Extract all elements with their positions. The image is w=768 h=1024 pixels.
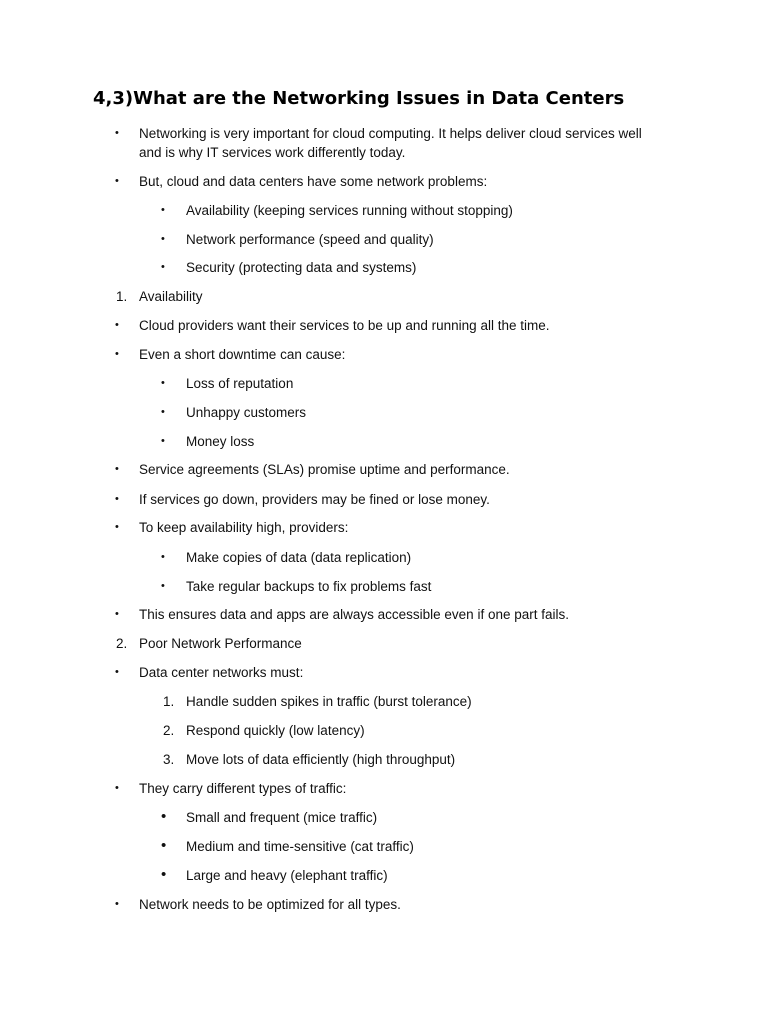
- bullet-marker: •: [115, 666, 119, 678]
- list-item-text: Medium and time-sensitive (cat traffic): [186, 839, 414, 854]
- list-item-text: This ensures data and apps are always accessible even if one part fails.: [139, 607, 569, 622]
- number-marker: 2.: [116, 636, 128, 651]
- bullet-marker: •: [115, 493, 119, 505]
- list-item-text: If services go down, providers may be fined or lose money.: [139, 492, 490, 507]
- number-marker: 3.: [163, 752, 175, 767]
- list-item-text: Even a short downtime can cause:: [139, 347, 346, 362]
- list-item-text: Large and heavy (elephant traffic): [186, 868, 388, 883]
- number-marker: 1.: [116, 289, 128, 304]
- list-item-text: To keep availability high, providers:: [139, 520, 349, 535]
- list-item-text: Network performance (speed and quality): [186, 232, 434, 247]
- list-item-text: They carry different types of traffic:: [139, 781, 347, 796]
- list-item-text: Availability (keeping services running without stopping): [186, 203, 513, 218]
- bullet-marker: •: [161, 808, 167, 825]
- list-item-text: Respond quickly (low latency): [186, 723, 365, 738]
- list-item-text: Availability: [139, 289, 203, 304]
- list-item-text: Small and frequent (mice traffic): [186, 810, 378, 825]
- list-item-text: Networking is very important for cloud computing. It helps deliver cloud services well: [139, 126, 642, 141]
- list-item-text: Move lots of data efficiently (high throughput): [186, 752, 456, 767]
- list-item-text: Loss of reputation: [186, 376, 294, 391]
- list-item-text: Network needs to be optimized for all types.: [139, 897, 401, 912]
- list-item-text: Data center networks must:: [139, 665, 304, 680]
- bullet-marker: •: [161, 551, 165, 563]
- list-item-text: Handle sudden spikes in traffic (burst tolerance): [186, 694, 472, 709]
- bullet-marker: •: [115, 319, 119, 331]
- bullet-marker: •: [115, 898, 119, 910]
- bullet-marker: •: [115, 463, 119, 475]
- list-item-text: But, cloud and data centers have some network problems:: [139, 174, 488, 189]
- bullet-marker: •: [115, 608, 119, 620]
- bullet-marker: •: [115, 175, 119, 187]
- list-item-text: Cloud providers want their services to be up and running all the time.: [139, 318, 550, 333]
- number-marker: 1.: [163, 694, 175, 709]
- bullet-marker: •: [161, 204, 165, 216]
- list-item-text: Take regular backups to fix problems fast: [186, 579, 432, 594]
- number-marker: 2.: [163, 723, 175, 738]
- bullet-marker: •: [161, 261, 165, 273]
- list-item-text: Poor Network Performance: [139, 636, 302, 651]
- bullet-marker: •: [161, 866, 167, 883]
- list-item-text: Security (protecting data and systems): [186, 260, 417, 275]
- list-item-text: Money loss: [186, 434, 255, 449]
- bullet-marker: •: [161, 837, 167, 854]
- list-item-text: Service agreements (SLAs) promise uptime and performance.: [139, 462, 510, 477]
- bullet-marker: •: [115, 521, 119, 533]
- section-heading: 4,3)What are the Networking Issues in Data Centers: [93, 88, 625, 109]
- list-item-continuation: and is why IT services work differently today.: [139, 145, 406, 160]
- bullet-marker: •: [115, 348, 119, 360]
- bullet-marker: •: [161, 406, 165, 418]
- list-item-text: Make copies of data (data replication): [186, 550, 412, 565]
- bullet-marker: •: [161, 377, 165, 389]
- bullet-marker: •: [115, 127, 119, 139]
- bullet-marker: •: [161, 435, 165, 447]
- bullet-marker: •: [161, 233, 165, 245]
- list-item-text: Unhappy customers: [186, 405, 307, 420]
- bullet-marker: •: [115, 782, 119, 794]
- bullet-marker: •: [161, 580, 165, 592]
